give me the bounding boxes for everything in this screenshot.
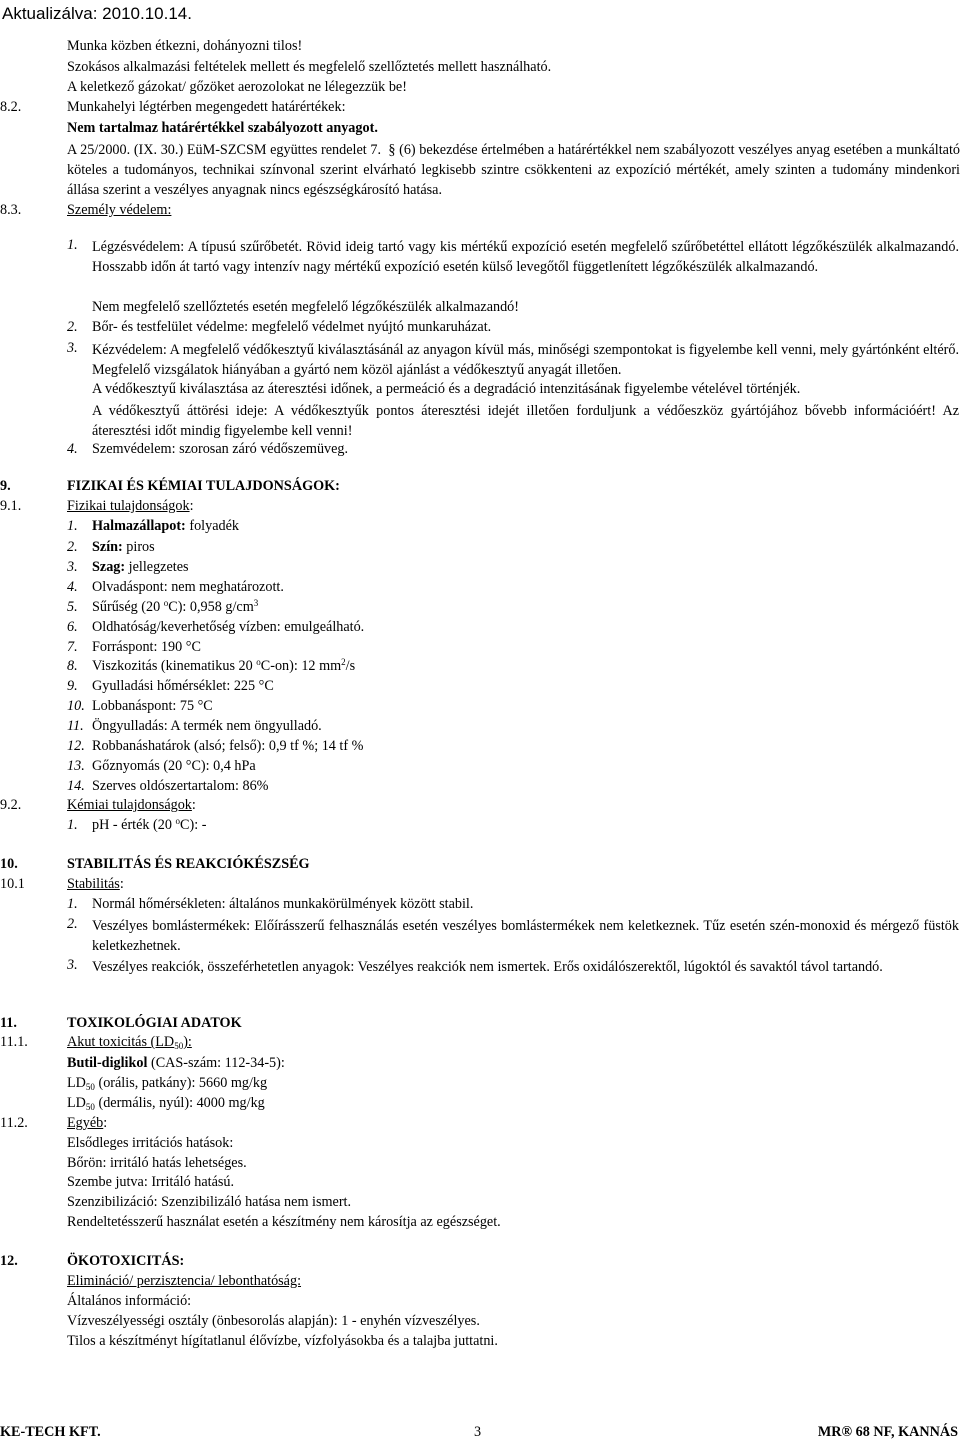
- cas-number: (CAS-szám: 112-34-5):: [147, 1055, 285, 1071]
- section-number: 10.1: [0, 876, 25, 892]
- heading-end: ):: [183, 1034, 192, 1050]
- text-line: Rendeltetésszerű használat esetén a készítmény nem károsítja az egészséget.: [67, 1214, 501, 1230]
- colon: :: [103, 1115, 108, 1131]
- update-date: Aktualizálva: 2010.10.14.: [2, 4, 192, 23]
- item-number: 9.: [67, 678, 78, 694]
- item-number: 11.: [67, 718, 84, 734]
- paragraph: [67, 140, 960, 201]
- section-number: 9.: [0, 478, 11, 494]
- item-number: 14.: [67, 778, 85, 794]
- degree-mark: o: [175, 816, 181, 826]
- colon: :: [189, 498, 194, 514]
- property-value: Lobbanáspont: 75 °C: [92, 698, 213, 714]
- unit-suffix: /s: [345, 658, 356, 674]
- subsection-heading: Személy védelem:: [67, 202, 172, 218]
- section-number: 11.2.: [0, 1115, 28, 1131]
- property-label: Szín:: [92, 539, 123, 555]
- section-number: 12.: [0, 1253, 18, 1269]
- property-value: piros: [122, 539, 155, 555]
- section-title: STABILITÁS ÉS REAKCIÓKÉSZSÉG: [67, 856, 310, 872]
- item-number: 2.: [67, 539, 78, 555]
- ld-label: LD: [67, 1075, 86, 1091]
- regulation-ref: A 25/2000. (IX. 30.) EüM-SZCSM együttes rendelet 7.: [67, 142, 382, 158]
- ld-dermal-value: (dermális, nyúl): 4000 mg/kg: [94, 1095, 265, 1111]
- subscript: 50: [85, 1102, 95, 1112]
- section-number: 11.1.: [0, 1034, 28, 1050]
- density-text: Sűrűség (20: [92, 599, 164, 615]
- subsection-heading: Egyéb: [67, 1115, 104, 1131]
- item-number: 13.: [67, 758, 85, 774]
- section-number: 8.2.: [0, 99, 22, 115]
- ld-oral-value: (orális, patkány): 5660 mg/kg: [94, 1075, 268, 1091]
- item-text: Bőr- és testfelület védelme: megfelelő védelmet nyújtó munkaruházat.: [92, 319, 492, 335]
- subsection-heading: Munkahelyi légtérben megengedett határértékek:: [67, 99, 346, 115]
- property-value: Gőznyomás (20 °C): 0,4 hPa: [92, 758, 256, 774]
- property-value: Gyulladási hőmérséklet: 225 °C: [92, 678, 274, 694]
- superscript: 2: [341, 657, 346, 667]
- text-line: Szembe jutva: Irritáló hatású.: [67, 1174, 235, 1190]
- subsection-heading: Kémiai tulajdonságok: [67, 797, 192, 813]
- ph-value: C): -: [180, 817, 207, 833]
- regulation-text: § (6) bekezdése értelmében a határértékkel nem szabályozott veszélyes anyag esetében a munkáltató köteles a tudományos, technikai színvonal szerint elvárható legkisebb szintre csökkenteni az expozíció mértékét, amely szinten a tudomány mindenkori állása szerint a veszélyes anyagnak nincs egészségkárosító hatása.: [67, 142, 960, 199]
- degree-mark: o: [163, 598, 169, 608]
- density-value: C): 0,958 g/cm: [168, 599, 254, 615]
- item-number: 10.: [67, 698, 85, 714]
- product-name: MR® 68 NF, KANNÁS: [817, 1424, 958, 1440]
- text-line: Nem tartalmaz határértékkel szabályozott anyagot.: [67, 120, 378, 136]
- property-value: [92, 658, 959, 675]
- viscosity-text: Viszkozitás (kinematikus 20: [92, 658, 257, 674]
- section-number: 9.2.: [0, 797, 22, 813]
- item-number: 1.: [67, 896, 78, 912]
- item-number: 2.: [67, 319, 78, 335]
- item-number: 1.: [67, 237, 78, 253]
- item-text: Veszélyes bomlástermékek: Előírásszerű felhasználás esetén veszélyes bomlástermékek nem keletkeznek. Tűz esetén szén-monoxid és mérgező füstök keletkezhetnek.: [92, 918, 959, 955]
- section-title: TOXIKOLÓGIAI ADATOK: [67, 1015, 242, 1031]
- heading-text: Akut toxicitás (LD: [67, 1034, 175, 1050]
- property-value: Forráspont: 190 °C: [92, 639, 201, 655]
- section-number: 9.1.: [0, 498, 22, 514]
- text-line: Tilos a készítményt hígítatlanul élővízbe, vízfolyásokba és a talajba juttatni.: [67, 1333, 498, 1349]
- item-number: 3.: [67, 559, 78, 575]
- viscosity-value: C-on): 12 mm: [260, 658, 342, 674]
- item-number: 1.: [67, 518, 78, 534]
- item-number: 4.: [67, 579, 78, 595]
- property-label: Halmazállapot:: [92, 518, 186, 534]
- degree-mark: o: [256, 657, 261, 667]
- section-title: ÖKOTOXICITÁS:: [67, 1253, 185, 1269]
- text-line: Elsődleges irritációs hatások:: [67, 1135, 234, 1151]
- item-number: 2.: [67, 916, 78, 932]
- subscript: 50: [174, 1041, 184, 1051]
- subscript: 50: [85, 1082, 95, 1092]
- text-line: Szokásos alkalmazási feltételek mellett és megfelelő szellőztetés mellett használható.: [67, 59, 552, 75]
- section-number: 11.: [0, 1015, 17, 1031]
- item-text: Veszélyes reakciók, összeférhetetlen anyagok: Veszélyes reakciók nem ismertek. Erős oxidálószerektől, lúgoktól és savaktól távol tartandó.: [92, 959, 883, 975]
- ld-label: LD: [67, 1095, 86, 1111]
- subsection-heading: Elimináció/ perzisztencia/ lebonthatóság:: [67, 1273, 302, 1289]
- section-number: 10.: [0, 856, 18, 872]
- item-number: 8.: [67, 658, 78, 674]
- text-line: Munka közben étkezni, dohányozni tilos!: [67, 38, 303, 54]
- text-line: A védőkesztyű kiválasztása az áteresztési időnek, a permeáció és a degradáció intenzitásának figyelembe vételével történjék.: [92, 381, 801, 397]
- text-line: Nem megfelelő szellőztetés esetén megfelelő légzőkészülék alkalmazandó!: [92, 299, 520, 315]
- property-value: Olvadáspont: nem meghatározott.: [92, 579, 284, 595]
- item-number: 3.: [67, 957, 78, 973]
- page-number: 3: [474, 1424, 482, 1440]
- text-line: Bőrön: irritáló hatás lehetséges.: [67, 1155, 247, 1171]
- section-title: FIZIKAI ÉS KÉMIAI TULAJDONSÁGOK:: [67, 478, 340, 494]
- property-value: Oldhatóság/keverhetőség vízben: emulgeálható.: [92, 619, 365, 635]
- item-text: Szemvédelem: szorosan záró védőszemüveg.: [92, 441, 349, 457]
- text-line: Vízveszélyességi osztály (önbesorolás alapján): 1 - enyhén vízveszélyes.: [67, 1313, 480, 1329]
- text-line: A keletkező gázokat/ gőzöket aerozolokat ne lélegezzük be!: [67, 79, 407, 95]
- item-number: 4.: [67, 441, 78, 457]
- property-label: Szag:: [92, 559, 126, 575]
- item-number: 3.: [67, 340, 78, 356]
- property-value: [92, 817, 959, 834]
- item-number: 7.: [67, 639, 78, 655]
- item-number: 5.: [67, 599, 78, 615]
- colon: :: [191, 797, 196, 813]
- property-value: Robbanáshatárok (alsó; felső): 0,9 tf %; 14 tf %: [92, 738, 364, 754]
- section-number: 8.3.: [0, 202, 22, 218]
- item-number: 12.: [67, 738, 85, 754]
- property-value: jellegzetes: [125, 559, 189, 575]
- text-line: Általános információ:: [67, 1293, 192, 1309]
- item-text: Normál hőmérsékleten: általános munkakörülmények között stabil.: [92, 896, 474, 912]
- item-number: 6.: [67, 619, 78, 635]
- item-number: 1.: [67, 817, 78, 833]
- subsection-heading: Fizikai tulajdonságok: [67, 498, 190, 514]
- superscript: 3: [253, 598, 259, 608]
- property-value: Szerves oldószertartalom: 86%: [92, 778, 269, 794]
- text-block: A védőkesztyű áttörési ideje: A védőkesztyűk pontos áteresztési idejét illetően forduljunk a védőeszköz gyártójához bővebb információért! Az áteresztési időt mindig figyelembe kell venni!: [92, 403, 959, 440]
- property-value: folyadék: [185, 518, 239, 534]
- subsection-heading: [67, 1034, 960, 1051]
- ph-text: pH - érték (20: [92, 817, 176, 833]
- property-value: Öngyulladás: A termék nem öngyulladó.: [92, 718, 322, 734]
- item-text: Légzésvédelem: A típusú szűrőbetét. Rövid ideig tartó vagy kis mértékű expozíció esetén megfelelő szűrőbetéttel ellátott légzőkészülék alkalmazandó. Hosszabb időn át tartó vagy intenzív nagy mértékű expozíció esetén külső levegőtől függetlenített légzőkészülék alkalmazandó.: [92, 239, 959, 276]
- item-text: Kézvédelem: A megfelelő védőkesztyű kiválasztásánál az anyagon kívül más, minőségi szempontokat is figyelembe kell venni, mely gyártónként eltérő. Megfelelő vizsgálatok hiányában a gyártó nem közöl ajánlást a védőkesztyű anyagát illetően.: [92, 342, 959, 379]
- chemical-name: Butil-diglikol: [67, 1055, 148, 1071]
- colon: :: [119, 876, 124, 892]
- company-name: KE-TECH KFT.: [0, 1424, 101, 1440]
- page-header: [0, 0, 960, 32]
- property-value: [92, 599, 959, 616]
- subsection-heading: Stabilitás: [67, 876, 120, 892]
- text-line: Szenzibilizáció: Szenzibilizáló hatása nem ismert.: [67, 1194, 352, 1210]
